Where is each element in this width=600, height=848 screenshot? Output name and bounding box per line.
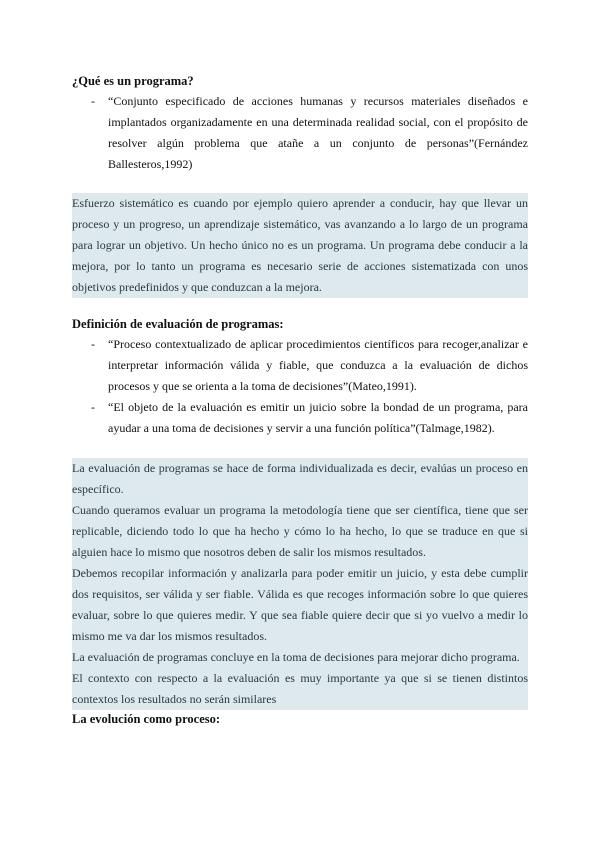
quote-list xyxy=(72,91,528,175)
quote-text: “Proceso contextualizado de aplicar procedimientos científicos para recoger,analizar e interpretar información válida y fiable, que conduzca a la evaluación de dichos procesos y que se orienta a la toma de decisiones”(Mateo,1991). xyxy=(108,337,528,393)
section-heading-evolucion: La evolución como proceso: xyxy=(72,712,221,726)
quote-list xyxy=(72,334,528,439)
quote-text: “El objeto de la evaluación es emitir un juicio sobre la bondad de un programa, para ayudar a una toma de decisiones y servir a una función política”(Talmage,1982). xyxy=(108,400,528,435)
dash-bullet: - xyxy=(91,337,95,351)
quote-text: “Conjunto especificado de acciones humanas y recursos materiales diseñados e implantados organizadamente en una determinada realidad social, con el propósito de resolver algún problema que atañe a un conjunto de personas”(Fernández Ballesteros,1992) xyxy=(108,94,528,171)
quote-item xyxy=(72,397,528,439)
highlighted-paragraph: El contexto con respecto a la evaluación es muy importante ya que si se tienen distintos contextos los resultados no serán similares xyxy=(72,668,528,710)
highlighted-paragraph: Debemos recopilar información y analizarla para poder emitir un juicio, y esta debe cumplir dos requisitos, ser válida y ser fiable. Válida es que recoges información sobre lo que quieres evaluar, sobre lo que quieres medir. Y que sea fiable quiere decir que si yo vuelvo a medir lo mismo me va dar los mismos resultados. xyxy=(72,563,528,647)
section-heading-programa: ¿Qué es un programa? xyxy=(72,74,194,88)
highlighted-paragraph: Esfuerzo sistemático es cuando por ejemplo quiero aprender a conducir, hay que llevar un proceso y un progreso, un aprendizaje sistemático, vas avanzando a lo largo de un programa para lograr un objetivo. Un hecho único no es un programa. Un programa debe conducir a la mejora, por lo tanto un programa es necesario serie de acciones sistematizada con unos objetivos predefinidos y que conduzcan a la mejora. xyxy=(72,193,528,298)
quote-item xyxy=(72,91,528,175)
highlighted-paragraph: La evaluación de programas se hace de forma individualizada es decir, evalúas un proceso en específico. xyxy=(72,458,528,500)
highlighted-paragraph: Cuando queramos evaluar un programa la metodología tiene que ser científica, tiene que ser replicable, diciendo todo lo que ha hecho y cómo lo ha hecho, lo que se traduce en que si alguien hace lo mismo que nosotros deben de salir los mismos resultados. xyxy=(72,500,528,563)
quote-item xyxy=(72,334,528,397)
dash-bullet: - xyxy=(91,400,95,414)
section-heading-definicion: Definición de evaluación de programas: xyxy=(72,317,284,331)
highlighted-paragraph: La evaluación de programas concluye en la toma de decisiones para mejorar dicho programa. xyxy=(72,647,528,668)
dash-bullet: - xyxy=(91,94,95,108)
